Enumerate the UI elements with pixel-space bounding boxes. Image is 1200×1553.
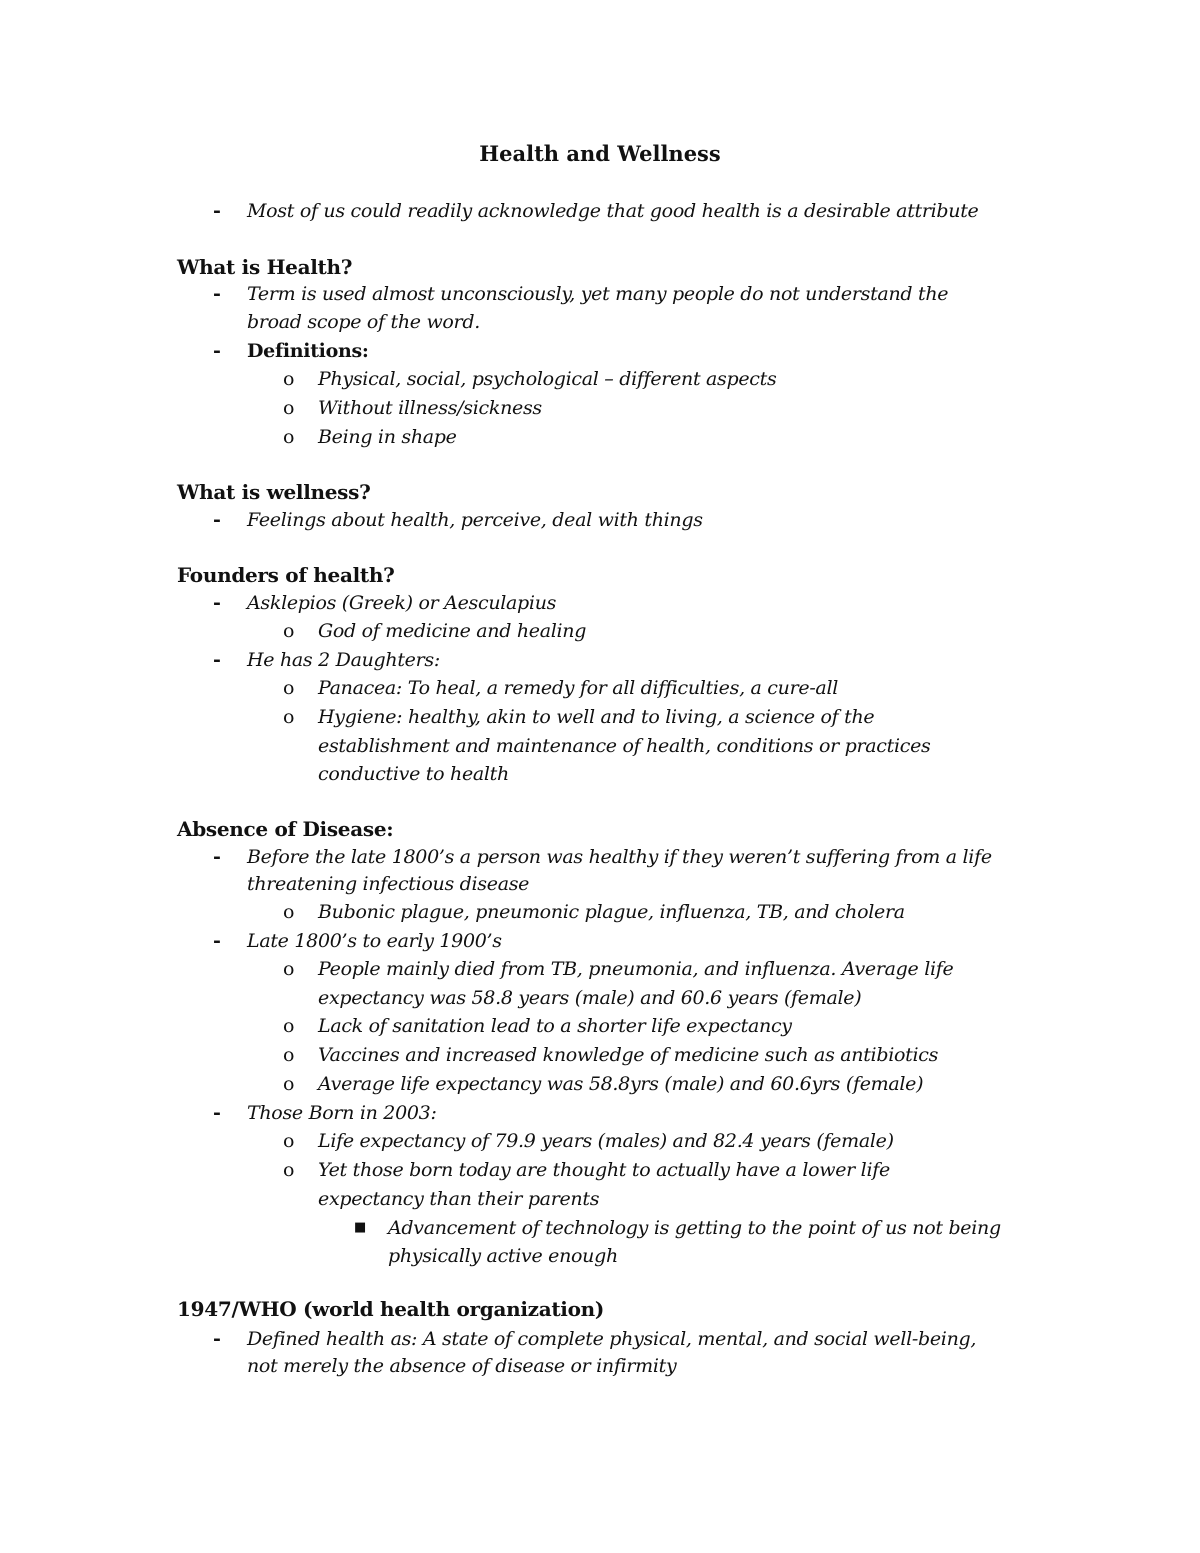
- circle-bullet: o: [283, 1015, 295, 1037]
- wellness-item: Feelings about health, perceive, deal with things: [247, 509, 703, 531]
- definition-item: Without illness/sickness: [318, 397, 542, 419]
- circle-bullet: o: [283, 958, 295, 980]
- died-line1: People mainly died from TB, pneumonia, and influenza. Average life: [318, 958, 954, 980]
- yet-line1: Yet those born today are thought to actually have a lower life: [318, 1159, 890, 1181]
- born-2003-item: Those Born in 2003:: [247, 1102, 437, 1124]
- square-bullet: ■: [354, 1220, 367, 1235]
- circle-bullet: o: [283, 620, 295, 642]
- sanitation-item: Lack of sanitation lead to a shorter life expectancy: [318, 1015, 792, 1037]
- panacea-item: Panacea: To heal, a remedy for all difficulties, a cure-all: [318, 677, 839, 699]
- section-heading-absence: Absence of Disease:: [177, 817, 394, 841]
- circle-bullet: o: [283, 677, 295, 699]
- died-line2: expectancy was 58.8 years (male) and 60.6 years (female): [318, 987, 862, 1009]
- intro-text: Most of us could readily acknowledge that good health is a desirable attribute: [247, 200, 979, 222]
- health-term-line2: broad scope of the word.: [247, 311, 480, 333]
- dash-bullet: -: [213, 340, 221, 362]
- advance-line1: Advancement of technology is getting to the point of us not being: [388, 1217, 1001, 1239]
- dash-bullet: -: [213, 283, 221, 305]
- advance-line2: physically active enough: [388, 1245, 618, 1267]
- dash-bullet: -: [213, 509, 221, 531]
- god-item: God of medicine and healing: [318, 620, 587, 642]
- section-heading-health: What is Health?: [177, 255, 353, 279]
- dash-bullet: -: [213, 930, 221, 952]
- health-term-line1: Term is used almost unconsciously, yet many people do not understand the: [247, 283, 949, 305]
- late-1800-item: Late 1800’s to early 1900’s: [247, 930, 502, 952]
- circle-bullet: o: [283, 1159, 295, 1181]
- dash-bullet: -: [213, 592, 221, 614]
- section-heading-who: 1947/WHO (world health organization): [177, 1297, 605, 1321]
- life-expectancy-item: Life expectancy of 79.9 years (males) and 82.4 years (female): [318, 1130, 894, 1152]
- dash-bullet: -: [213, 649, 221, 671]
- circle-bullet: o: [283, 1130, 295, 1152]
- definition-item: Being in shape: [318, 426, 457, 448]
- asklepios-item: Asklepios (Greek) or Aesculapius: [247, 592, 557, 614]
- definition-item: Physical, social, psychological – different aspects: [318, 368, 777, 390]
- hygiene-line3: conductive to health: [318, 763, 509, 785]
- who-defined-line2: not merely the absence of disease or infirmity: [247, 1355, 677, 1377]
- circle-bullet: o: [283, 706, 295, 728]
- hygiene-line1: Hygiene: healthy, akin to well and to living, a science of the: [318, 706, 875, 728]
- circle-bullet: o: [283, 397, 295, 419]
- circle-bullet: o: [283, 1044, 295, 1066]
- before-1800-line1: Before the late 1800’s a person was healthy if they weren’t suffering from a life: [247, 846, 992, 868]
- section-heading-founders: Founders of health?: [177, 563, 395, 587]
- dash-bullet: -: [213, 1328, 221, 1350]
- dash-bullet: -: [213, 1102, 221, 1124]
- definitions-label: Definitions:: [247, 340, 369, 362]
- circle-bullet: o: [283, 426, 295, 448]
- daughters-item: He has 2 Daughters:: [247, 649, 440, 671]
- plagues-item: Bubonic plague, pneumonic plague, influenza, TB, and cholera: [318, 901, 905, 923]
- section-heading-wellness: What is wellness?: [177, 480, 371, 504]
- who-defined-line1: Defined health as: A state of complete physical, mental, and social well-being,: [247, 1328, 977, 1350]
- dash-bullet: -: [213, 846, 221, 868]
- vaccines-item: Vaccines and increased knowledge of medicine such as antibiotics: [318, 1044, 939, 1066]
- page-title: Health and Wellness: [479, 141, 721, 166]
- circle-bullet: o: [283, 901, 295, 923]
- average-item: Average life expectancy was 58.8yrs (male) and 60.6yrs (female): [318, 1073, 924, 1095]
- dash-bullet: -: [213, 200, 221, 222]
- yet-line2: expectancy than their parents: [318, 1188, 600, 1210]
- circle-bullet: o: [283, 1073, 295, 1095]
- hygiene-line2: establishment and maintenance of health, conditions or practices: [318, 735, 931, 757]
- before-1800-line2: threatening infectious disease: [247, 873, 530, 895]
- circle-bullet: o: [283, 368, 295, 390]
